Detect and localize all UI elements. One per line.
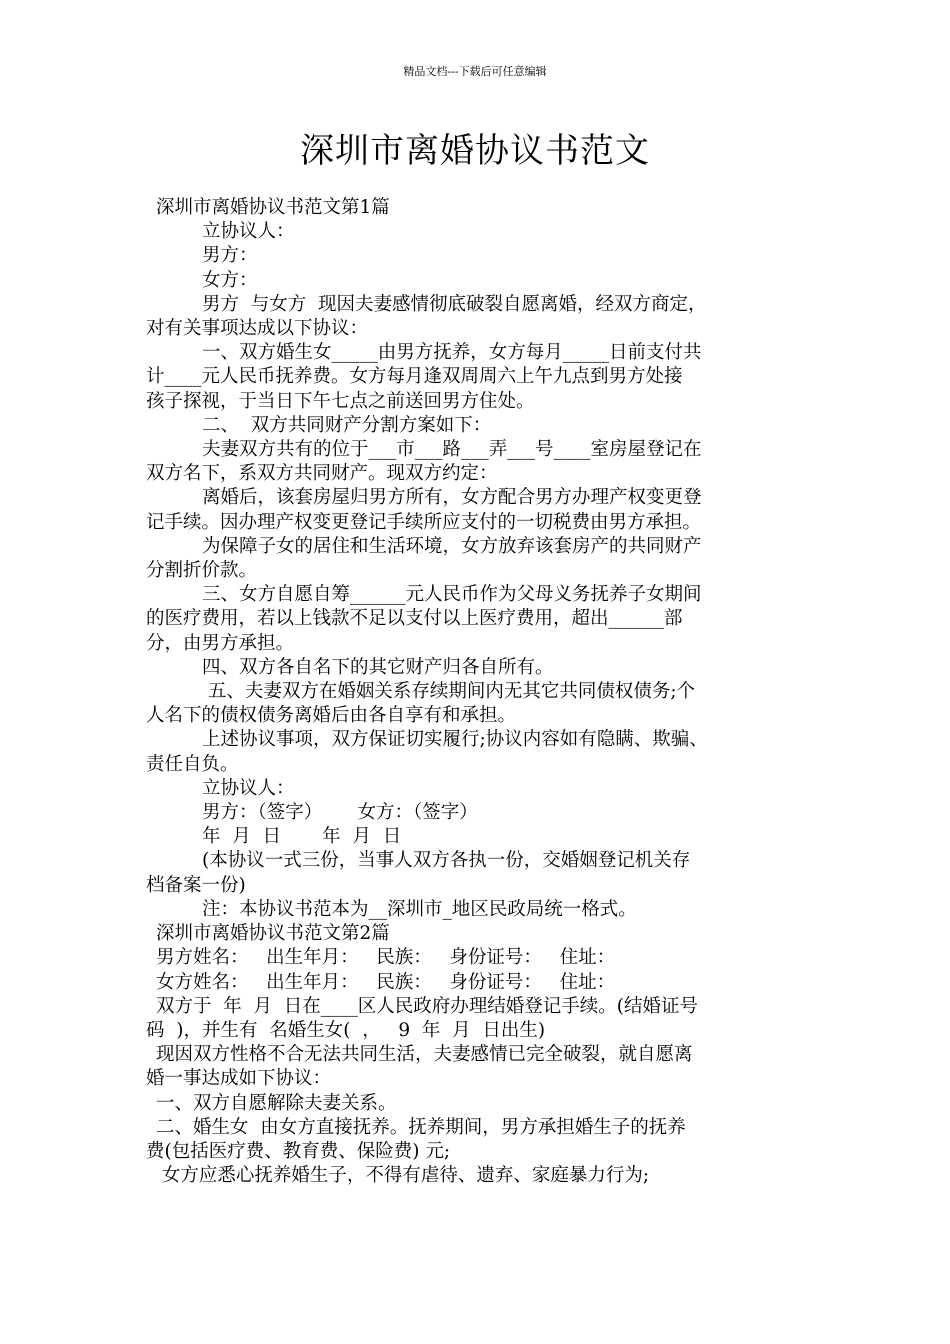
paragraph-line: 人名下的债权债务离婚后由各自享有和承担。 xyxy=(146,705,517,727)
paragraph-line: 年 月 日 年 月 日 xyxy=(202,826,402,848)
document-title: 深圳市离婚协议书范文 xyxy=(300,131,650,171)
paragraph-line: 注：本协议书范本为__深圳市_地区民政局统一格式。 xyxy=(202,898,637,920)
paragraph-line: 男方： xyxy=(202,245,258,267)
paragraph-line: 女方： xyxy=(202,269,258,291)
paragraph-line: 责任自负。 xyxy=(146,753,239,775)
paragraph-line: 四、双方各自名下的其它财产归各自所有。 xyxy=(202,656,554,678)
paragraph-line: 的医疗费用，若以上钱款不足以支付以上医疗费用，超出______部 xyxy=(146,608,683,630)
paragraph-line: 深圳市离婚协议书范文第2篇 xyxy=(156,923,390,945)
paragraph-line: 二、 双方共同财产分割方案如下： xyxy=(202,414,492,436)
paragraph-line: 现因双方性格不合无法共同生活，夫妻感情已完全破裂，就自愿离 xyxy=(156,1044,693,1066)
paragraph-line: 为保障子女的居住和生活环境，女方放弃该套房产的共同财产 xyxy=(202,535,702,557)
paragraph-line: 码 )，并生有 名婚生女( ， 9 年 月 日出生) xyxy=(146,1019,546,1041)
paragraph-line: 一、双方婚生女_____由男方抚养，女方每月_____日前支付共 xyxy=(202,342,702,364)
paragraph-line: 二、婚生女 由女方直接抚养。抚养期间，男方承担婚生子的抚养 xyxy=(156,1116,686,1138)
paragraph-line: 男方姓名： 出生年月： 民族： 身份证号： 住址： xyxy=(156,947,616,969)
paragraph-line: 孩子探视，于当日下午七点之前送回男方住处。 xyxy=(146,390,535,412)
paragraph-line: 离婚后，该套房屋归男方所有，女方配合男方办理产权变更登 xyxy=(202,487,702,509)
paragraph-line: 分割折价款。 xyxy=(146,560,258,582)
paragraph-line: 一、双方自愿解除夫妻关系。 xyxy=(156,1092,397,1114)
paragraph-line: 女方应悉心抚养婚生子，不得有虐待、遗弃、家庭暴力行为; xyxy=(156,1165,650,1187)
paragraph-line: 夫妻双方共有的位于___市___路___弄___号____室房屋登记在 xyxy=(202,439,702,461)
paragraph-line: 男方 与女方 现因夫妻感情彻底破裂自愿离婚，经双方商定， xyxy=(202,293,707,315)
paragraph-line: 双方名下，系双方共同财产。现双方约定： xyxy=(146,463,498,485)
paragraph-line: 立协议人： xyxy=(202,221,295,243)
paragraph-line: 分，由男方承担。 xyxy=(146,632,295,654)
paragraph-line: (本协议一式三份，当事人双方各执一份，交婚姻登记机关存 xyxy=(202,850,691,872)
paragraph-line: 档备案一份) xyxy=(146,874,246,896)
paragraph-line: 女方姓名： 出生年月： 民族： 身份证号： 住址： xyxy=(156,971,616,993)
paragraph-line: 立协议人： xyxy=(202,777,295,799)
paragraph-line: 深圳市离婚协议书范文第1篇 xyxy=(156,197,390,218)
paragraph-line: 计____元人民币抚养费。女方每月逢双周周六上午九点到男方处接 xyxy=(146,366,683,388)
document-body xyxy=(146,196,806,1188)
paragraph-line: 男方：（签字） 女方：（签字） xyxy=(202,802,478,824)
paragraph-line: 三、女方自愿自筹______元人民币作为父母义务抚养子女期间 xyxy=(202,584,702,606)
paragraph-line: 婚一事达成如下协议： xyxy=(146,1068,332,1090)
paragraph-line: 五、夫妻双方在婚姻关系存续期间内无其它共同债权债务;个 xyxy=(202,681,696,703)
header-note: 精品文档---下载后可任意编辑 xyxy=(403,65,547,78)
paragraph-line: 对有关事项达成以下协议： xyxy=(146,318,369,340)
paragraph-line: 双方于 年 月 日在____区人民政府办理结婚登记手续。(结婚证号 xyxy=(156,995,699,1017)
paragraph-line: 上述协议事项，双方保证切实履行;协议内容如有隐瞒、欺骗、 xyxy=(202,729,708,751)
paragraph-line: 费(包括医疗费、教育费、保险费) 元; xyxy=(146,1140,451,1162)
paragraph-line: 记手续。因办理产权变更登记手续所应支付的一切税费由男方承担。 xyxy=(146,511,702,533)
